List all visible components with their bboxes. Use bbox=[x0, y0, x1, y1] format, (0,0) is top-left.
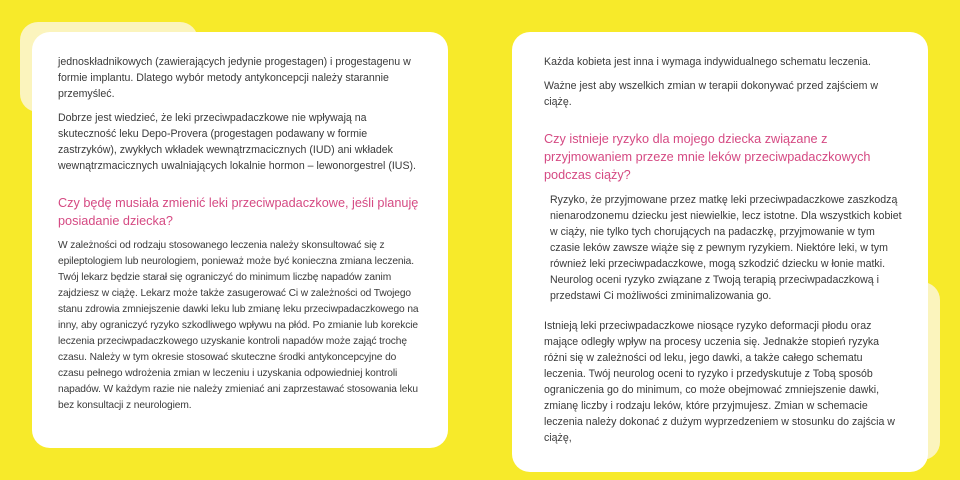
left-paragraph-consult-neurologist: W zależności od rodzaju stosowanego leczenia należy skonsultować się z epileptologiem lub neurologiem, ponieważ może być konieczna zmiana leczenia. Twój lekarz będzie starał się ograniczyć do minimum liczbę napadów zanim zajdziesz w ciążę. Lekarz może także zasugerować Ci w zależności od Twojego stanu zdrowia zmniejszenie dawki leku lub zmianę leku przeciwpadaczkowego na inny, aby ograniczyć ryzyko szkodliwego wpływu na płód. Po zmianie lub korekcie leczenia przeciwpadaczkowego uzyskanie kontroli napadów może zająć trochę czasu. Należy w tym okresie stosować skuteczne środki antykoncepcyjne do czasu pełnego wdrożenia zmian w leczeniu i uzyskania odpowiedniej kontroli napadów. W każdym razie nie należy zmieniać ani zaprzestawać stosowania leku bez konsultacji z neurologiem. bbox=[58, 240, 419, 411]
right-paragraph-individual-treatment: Każda kobieta jest inna i wymaga indywidualnego schematu leczenia. bbox=[544, 56, 871, 68]
left-paragraph-contraception: jednoskładnikowych (zawierających jedynie progestagen) i progestagenu w formie implantu. Dlatego wybór metody antykoncepcji należy starannie przemyśleć. bbox=[58, 56, 411, 100]
left-paragraph-depo-provera: Dobrze jest wiedzieć, że leki przeciwpadaczkowe nie wpływają na skuteczność leku Depo-Provera (progestagen podawany w formie zastrzyków), zwykłych wkładek wewnątrzmacicznych (IUD) ani wkładek wewnątrzmacicznych uwalniających lokalnie hormon – lewonorgestrel (IUS). bbox=[58, 112, 416, 172]
right-paragraph-changes-before-pregnancy: Ważne jest aby wszelkich zmian w terapii dokonywać przed zajściem w ciążę. bbox=[544, 80, 879, 108]
right-heading-risk-for-child: Czy istnieje ryzyko dla mojego dziecka związane z przyjmowaniem przeze mnie leków przeciwpadaczkowych podczas ciąży? bbox=[544, 132, 871, 182]
right-paragraph-risk-small: Ryzyko, że przyjmowane przez matkę leki przeciwpadaczkowe zaszkodzą nienarodzonemu dziecku jest niewielkie, lecz istotne. Dla wszystkich kobiet w ciąży, nie tylko tych chorujących na padaczkę, przyjmowanie w tym czasie leków zawsze wiąże się z pewnym ryzykiem. Niektóre leki, w tym również leki przeciwpadaczkowe, mogą szkodzić dziecku w łonie matki. Neurolog oceni ryzyko związane z Twoją terapią przeciwpadaczkową i przedstawi Ci możliwości zminimalizowania go. bbox=[550, 194, 902, 302]
right-page-card bbox=[512, 32, 928, 472]
right-paragraph-deformation-risk: Istnieją leki przeciwpadaczkowe niosące ryzyko deformacji płodu oraz mające odległy wpływ na procesy uczenia się. Jednakże stopień ryzyka różni się w zależności od leku, jego dawki, a także całego schematu leczenia. Twój neurolog oceni to ryzyko i przedyskutuje z Tobą sposób ograniczenia go do minimum, co może obejmować zmniejszenie dawki, zmianę liczby i rodzaju leków, które przyjmujesz. Zmian w schemacie leczenia należy dokonać z dużym wyprzedzeniem w stosunku do zajścia w ciążę, bbox=[544, 320, 895, 444]
left-page-card bbox=[32, 32, 448, 448]
left-heading-change-medication: Czy będę musiała zmienić leki przeciwpadaczkowe, jeśli planuję posiadanie dziecka? bbox=[58, 196, 419, 228]
